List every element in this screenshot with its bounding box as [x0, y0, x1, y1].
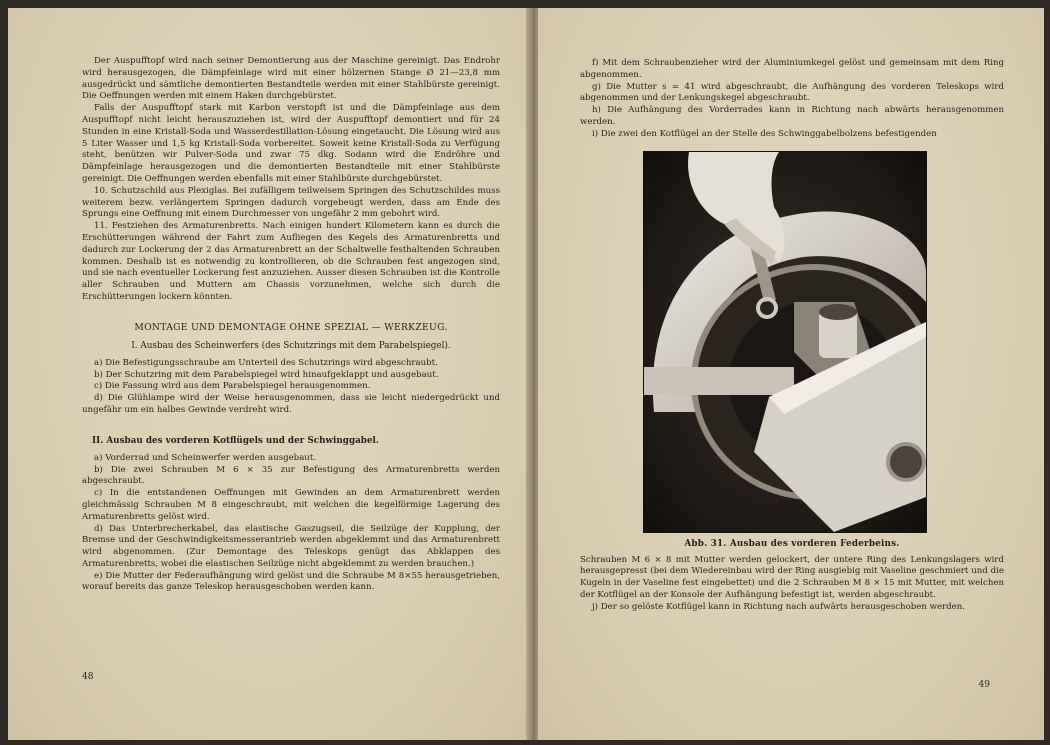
paragraph: j) Der so gelöste Kotflügel kann in Richtung nach aufwärts herausgeschoben werden.	[592, 601, 966, 612]
paragraph: Falls der Auspufftopf stark mit Karbon verstopft ist und die Dämpfeinlage aus dem Auspufftopf nicht leicht herauszuziehen ist, wird der Auspufftopf demontiert und für 24 Stunden in eine Kristall-Soda und Wasserdestillation-Lösung eingetaucht. Die Lösung wird aus 5 Liter Wasser und 1,5 kg Kristall-Soda vorbereitet. Soweit keine Kristall-Soda zu Verfügung steht, benützen wir Pulver-Soda und zwar 75 dkg. Sodann wird die Endröhre und Dämpfeinlage herausgezogen und die demontierten Bestandteile mit einer Stahlbürste gereinigt. Die Oeffnungen werden ebenfalls mit einer Stahlbürste durchgebürstet.	[82, 103, 500, 184]
list-item: d) Die Glühlampe wird der Weise herausgenommen, dass sie leicht niedergedrückt und ungefähr um ein halbes Gewinde verdreht wird.	[82, 393, 500, 415]
list-item: c) Die Fassung wird aus dem Parabelspiegel herausgenommen.	[94, 381, 371, 392]
page-number: 49	[978, 680, 990, 690]
list-item: g) Die Mutter s = 41 wird abgeschraubt, die Aufhängung des vorderen Teleskops wird abgenommen und der Lenkungskegel abgeschraubt.	[580, 81, 1004, 104]
paragraph: Der Auspufftopf wird nach seiner Demontierung aus der Maschine gereinigt. Das Endrohr wird herausgezogen, die Dämpfeinlage wird mit einer hölzernen Stange Ø 21—23,8 mm ausgedrückt und sämtliche demontierten Bestandteile werden mit einer Stahlbürste gereinigt. Die Oeffnungen werden mit einem Haken durchgebürstet.	[82, 56, 500, 102]
list-item: b) Der Schutzring mit dem Parabelspiegel wird hinaufgeklappt und ausgebaut.	[94, 369, 439, 380]
right-page	[538, 8, 1044, 740]
list-item: c) In die entstandenen Oeffnungen mit Gewinden an dem Armaturenbrett werden gleichmässig Schrauben M 8 eingeschraubt, mit welchen die kegelförmige Lagerung des Armaturenbretts gelöst wird.	[82, 488, 500, 522]
list-item: e) Die Mutter der Federaufhängung wird gelöst und die Schraube M 8×55 herausgetrieben, worauf bereits das ganze Teleskop herausgeschoben werden kann.	[82, 570, 500, 593]
page-number: 48	[82, 672, 94, 682]
left-page	[8, 8, 530, 740]
list-item: d) Das Unterbrecherkabel, das elastische Gaszugseil, die Seilzüge der Kupplung, der Bremse und der Geschwindigkeitsmesserantrieb werden abgeklemmt und das Armaturenbrett wird abgenommen. (Zur Demontage des Teleskops genügt das Abklappen des Armaturenbretts, wobei die elastischen Seilzüge nicht abgeklemmt zu werden brauchen.)	[82, 523, 500, 569]
list-item: h) Die Aufhängung des Vorderrades kann in Richtung nach abwärts herausgenommen werden.	[580, 105, 1004, 127]
list-item: b) Die zwei Schrauben M 6 × 35 zur Befestigung des Armaturenbretts werden abgeschraubt.	[82, 464, 500, 487]
subheading: II. Ausbau des vorderen Kotflügels und der Schwinggabel.	[92, 435, 379, 446]
photo-illustration	[644, 152, 926, 532]
list-item: i) Die zwei den Kotflügel an der Stelle des Schwinggabelbolzens befestigenden	[592, 128, 937, 139]
paragraph: 10. Schutzschild aus Plexiglas. Bei zufälligem teilweisem Springen des Schutzschildes muss weiterem bezw. verlängertem Springen dadurch vorgebeugt werden, dass am Ende des Sprungs eine Oeffnung mit einem Durchmesser von ungefähr 2 mm gebohrt wird.	[82, 185, 500, 220]
figure-photo	[643, 151, 927, 533]
figure-caption: Abb. 31. Ausbau des vorderen Federbeins.	[684, 538, 900, 549]
paragraph: Schrauben M 6 × 8 mit Mutter werden gelockert, der untere Ring des Lenkungslagers wird herausgepresst (bei dem Wiedereinbau wird der Ring ausgiebig mit Vaseline geschmiert und die Kugeln in der Vaseline fest eingebettet) und die 2 Schrauben M 8 × 15 mit Mutter, mit welchen der Kotflügel an der Konsole der Aufhängung befestigt ist, werden abgeschraubt.	[580, 554, 1004, 600]
list-item: f) Mit dem Schraubenzieher wird der Aluminiumkegel gelöst und gemeinsam mit dem Ring abgenommen.	[580, 58, 1004, 80]
paragraph: 11. Festziehen des Armaturenbretts. Nach einigen hundert Kilometern kann es durch die Erschütterungen während der Fahrt zum Aufliegen des Kegels des Armaturenbretts und dadurch zur Lockerung der 2 das Armaturenbrett an der Schaltwelle festhaltenden Schrauben kommen. Deshalb ist es notwendig zu kontrollieren, ob die Schrauben fest angezogen sind, und sie nach eventueller Lockerung fest anzuziehen. Ausser diesen Schrauben ist die Kontrolle aller Schrauben und Muttern am Chassis vorzunehmen, welche sich durch die Erschütterungen lockern könnten.	[82, 221, 500, 302]
list-item: a) Die Befestigungsschraube am Unterteil des Schutzrings wird abgeschraubt.	[94, 357, 438, 368]
section-heading: MONTAGE UND DEMONTAGE OHNE SPEZIAL — WERKZEUG.	[134, 321, 448, 333]
subheading: I. Ausbau des Scheinwerfers (des Schutzrings mit dem Parabelspiegel).	[131, 340, 451, 351]
list-item: a) Vorderrad und Scheinwerfer werden ausgebaut.	[94, 452, 317, 463]
